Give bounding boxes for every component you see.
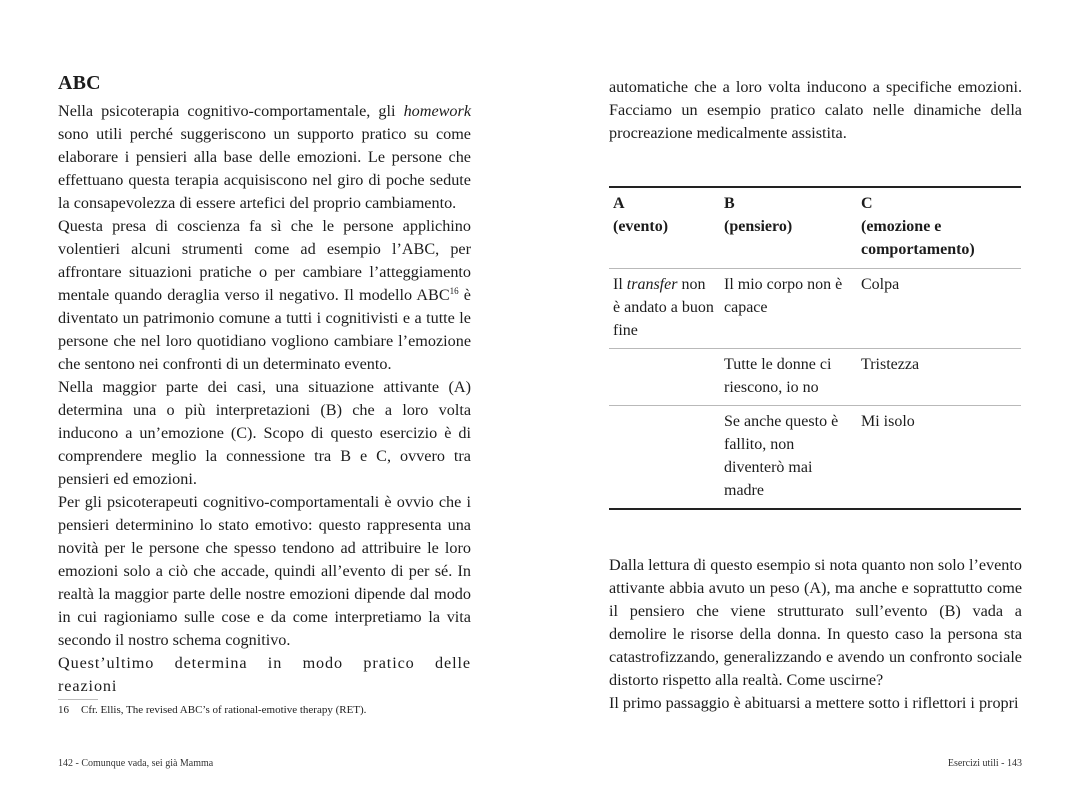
table-row bbox=[609, 268, 1021, 348]
footnote-number: 16 bbox=[58, 704, 69, 716]
header-b-label: (pensiero) bbox=[724, 218, 793, 235]
paragraph-1-text-a: Nella psicoterapia cognitivo-comportamentale, gli bbox=[58, 102, 404, 120]
right-top-text bbox=[609, 76, 1022, 145]
cell-event bbox=[609, 353, 720, 405]
cell-event-text-a: Il bbox=[613, 276, 627, 293]
paragraph-1-text-b: sono utili perché suggeriscono un supporto pratico su come elaborare i pensieri alla base delle emozioni. Le persone che effettuano questa terapia acquisiscono nel giro di poche sedute la consapevolezza di essere artefici del proprio cambiamento. bbox=[58, 125, 471, 212]
header-c bbox=[857, 192, 1021, 268]
cell-thought: Il mio corpo non è capace bbox=[724, 276, 843, 316]
paragraph-1 bbox=[58, 100, 471, 215]
header-a-letter: A bbox=[613, 195, 625, 212]
cell-emotion: Mi isolo bbox=[861, 413, 915, 430]
cell-thought: Tutte le donne ci riescono, io no bbox=[724, 356, 832, 396]
section-heading: ABC bbox=[58, 72, 101, 94]
cell-thought: Se anche questo è fallito, non diventerò mai madre bbox=[724, 413, 839, 499]
left-body-text bbox=[58, 100, 471, 698]
right-top-paragraph: automatiche che a loro volta inducono a specifiche emozioni. Facciamo un esempio pratico calato nelle dinamiche della procreazione medicalmente assistita. bbox=[609, 78, 1022, 142]
folio-right: Esercizi utili - 143 bbox=[947, 758, 1022, 769]
table-row bbox=[609, 348, 1021, 405]
paragraph-2-text-a: Questa presa di coscienza fa sì che le persone applichino volentieri alcuni strumenti come ad esempio l’ABC, per affrontare situazioni pratiche o per cambiare l’atteggiamento mentale quando deraglia verso il negativo. Il modello ABC bbox=[58, 217, 471, 304]
transfer-emphasis: transfer bbox=[626, 276, 678, 293]
header-c-letter: C bbox=[861, 195, 873, 212]
right-page bbox=[540, 0, 1080, 810]
table-row bbox=[609, 405, 1021, 508]
folio-left: 142 - Comunque vada, sei già Mamma bbox=[58, 758, 214, 769]
cell-emotion: Colpa bbox=[861, 276, 900, 293]
abc-table bbox=[609, 186, 1021, 510]
homework-emphasis: homework bbox=[403, 102, 471, 120]
paragraph-2-text-b: è diventato un patrimonio comune a tutti i cognitivisti e a tutte le persone che nel loro quotidiano vogliono cambiare l’emozione che sentono nei confronti di un determinato evento. bbox=[58, 286, 471, 373]
footnote-reference[interactable]: 16 bbox=[449, 286, 459, 296]
footnote-divider bbox=[58, 699, 98, 700]
footnote-text: Cfr. Ellis, The revised ABC’s of rational-emotive therapy (RET). bbox=[81, 704, 367, 716]
header-b bbox=[720, 192, 857, 268]
header-b-letter: B bbox=[724, 195, 735, 212]
cell-emotion: Tristezza bbox=[861, 356, 920, 373]
cell-event bbox=[609, 410, 720, 508]
paragraph-3: Nella maggior parte dei casi, una situazione attivante (A) determina una o più interpretazioni (B) che a loro volta inducono a un’emozione (C). Scopo di questo esercizio è di comprendere meglio la connessione tra B e C, ovvero tra pensieri ed emozioni. bbox=[58, 378, 471, 488]
header-a bbox=[609, 192, 720, 268]
right-bottom-text bbox=[609, 554, 1022, 715]
cell-event-text-b: non è andato a buon fine bbox=[613, 276, 714, 339]
table-header-row bbox=[609, 188, 1021, 268]
right-bottom-paragraph-1: Dalla lettura di questo esempio si nota quanto non solo l’evento attivante abbia avuto un peso (A), ma anche e soprattutto come il pensiero che viene strutturato sull’evento (B) vada a demolire le risorse della donna. In questo caso la persona sta catastrofizzando, generalizzando e avendo un confronto sociale distorto rispetto alla realtà. Come uscirne? bbox=[609, 556, 1022, 689]
header-a-label: (evento) bbox=[613, 218, 669, 235]
paragraph-2 bbox=[58, 215, 471, 376]
footnote bbox=[58, 703, 366, 717]
right-bottom-paragraph-2: Il primo passaggio è abituarsi a mettere sotto i riflettori i propri bbox=[609, 694, 1019, 712]
cell-event bbox=[609, 273, 720, 348]
paragraph-4: Per gli psicoterapeuti cognitivo-comportamentali è ovvio che i pensieri determinino lo stato emotivo: questo rappresenta una novità per le persone che spesso tendono ad attribuire le loro emozioni solo a ciò che accade, quindi all’evento di per sé. In realtà la maggior parte delle nostre emozioni dipende dal modo in cui ragioniamo sulle cose e da come interpretiamo la vita secondo il nostro schema cognitivo. bbox=[58, 493, 471, 649]
paragraph-5: Quest’ultimo determina in modo pratico delle reazioni bbox=[58, 654, 471, 695]
header-c-label: (emozione e comportamento) bbox=[861, 218, 975, 258]
